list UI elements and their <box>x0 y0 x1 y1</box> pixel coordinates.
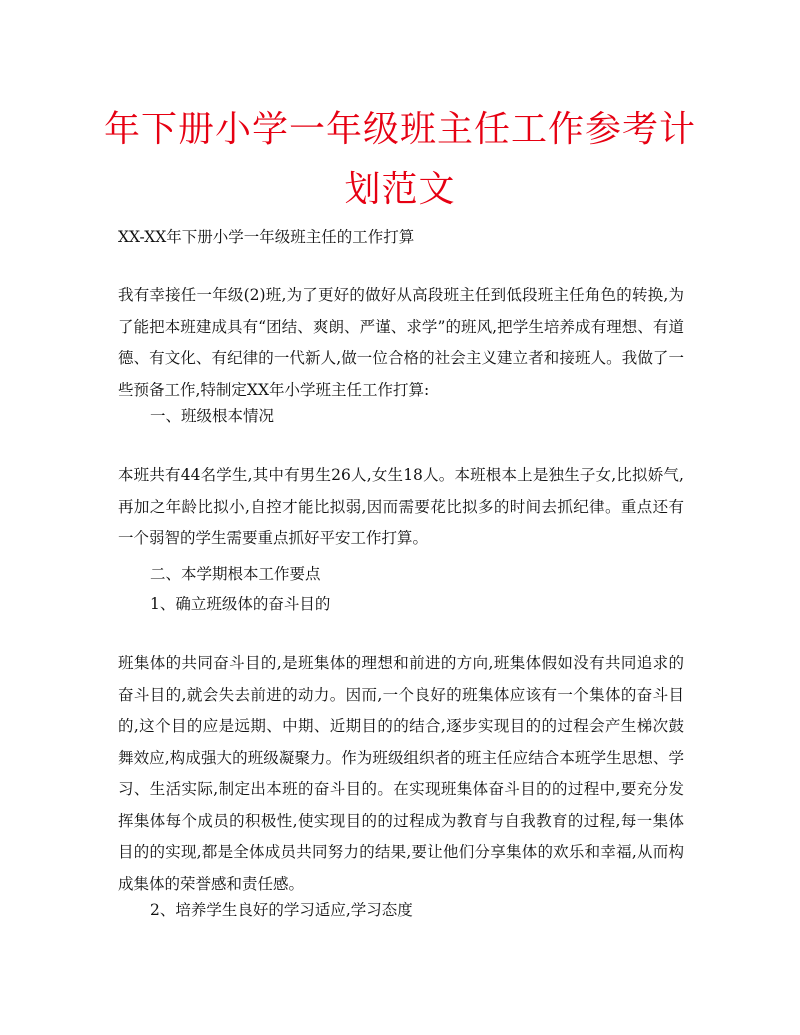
document-title: 年下册小学一年级班主任工作参考计划范文 <box>103 109 696 210</box>
class-situation-paragraph: 本班共有44名学生,其中有男生26人,女生18人。本班根本上是独生子女,比拟娇气,再加之年龄比拟小,自控才能比拟弱,因而需要花比拟多的时间去抓纪律。重点还有一个弱智的学生需要重点抓好平安工作打算。 <box>118 466 684 547</box>
subsection-heading-goal: 1、确立班级体的奋斗目的 <box>150 595 331 613</box>
document-subtitle: XX-XX年下册小学一年级班主任的工作打算 <box>118 228 415 246</box>
goal-paragraph: 班集体的共同奋斗目的,是班集体的理想和前进的方向,班集体假如没有共同追求的奋斗目的,就会失去前进的动力。因而,一个良好的班集体应该有一个集体的奋斗目的,这个目的应是远期、中期、近期目的的结合,逐步实现目的的过程会产生梯次鼓舞效应,构成强大的班级凝聚力。作为班级组织者的班主任应结合本班学生思想、学习、生活实际,制定出本班的奋斗目的。在实现班集体奋斗目的的过程中,要充分发挥集体每个成员的积极性,使实现目的的过程成为教育与自我教育的过程,每一集体目的的实现,都是全体成员共同努力的结果,要让他们分享集体的欢乐和幸福,从而构成集体的荣誉感和责任感。 <box>118 654 684 893</box>
section-heading-class-situation: 一、班级根本情况 <box>150 407 275 425</box>
subsection-heading-study-habits: 2、培养学生良好的学习适应,学习态度 <box>150 901 413 919</box>
intro-paragraph: 我有幸接任一年级(2)班,为了更好的做好从高段班主任到低段班主任角色的转换,为了能把本班建成具有“团结、爽朗、严谨、求学”的班风,把学生培养成有理想、有道德、有文化、有纪律的一代新人,做一位合格的社会主义建立者和接班人。我做了一些预备工作,特制定XX年小学班主任工作打算: <box>118 286 684 399</box>
section-heading-work-points: 二、本学期根本工作要点 <box>150 565 321 583</box>
